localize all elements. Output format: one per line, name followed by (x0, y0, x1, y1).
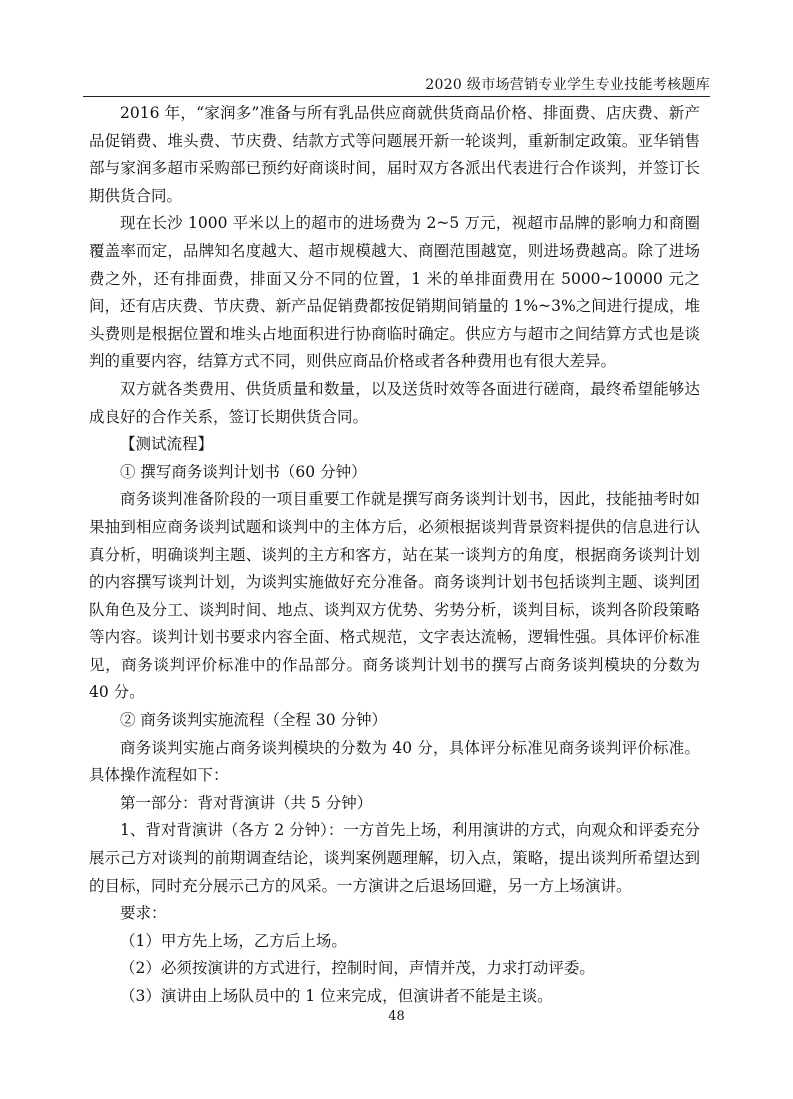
implementation-paragraph: 商务谈判实施占商务谈判模块的分数为 40 分，具体评分标准见商务谈判评价标准。具体操作流程如下： (89, 738, 700, 785)
fee-paragraph: 现在长沙 1000 平米以上的超市的进场费为 2~5 万元，视超市品牌的影响力和商圈覆盖率而定，品牌知名度越大、超市规模越大、商圈范围越宽，则进场费越高。除了进场费之外，还有排面费，排面又分不同的位置，1 米的单排面费用在 5000~10000 元之间，还有店庆费、节庆费、新产品促销费都按促销期间销量的 1%~3%之间进行提成，堆头费则是根据位置和堆头占地面积进行协商临时确定。供应方与超市之间结算方式也是谈判的重要内容，结算方式不同，则供应商品价格或者各种费用也有很大差异。 (89, 214, 700, 371)
plan-writing-paragraph: 商务谈判准备阶段的一项目重要工作就是撰写商务谈判计划书，因此，技能抽考时如果抽到相应商务谈判试题和谈判中的主体方后，必须根据谈判背景资料提供的信息进行认真分析，明确谈判主题、谈判的主方和客方，站在某一谈判方的角度，根据商务谈判计划的内容撰写谈判计划，为谈判实施做好充分准备。商务谈判计划书包括谈判主题、谈判团队角色及分工、谈判时间、地点、谈判双方优势、劣势分析，谈判目标，谈判各阶段策略等内容。谈判计划书要求内容全面、格式规范，文字表达流畅，逻辑性强。具体评价标准见，商务谈判评价标准中的作品部分。商务谈判计划书的撰写占商务谈判模块的分数为 40 分。 (89, 490, 700, 702)
test-process-heading: 【测试流程】 (120, 435, 214, 454)
part-1-heading: 第一部分：背对背演讲（共 5 分钟） (120, 793, 373, 812)
header-divider (83, 96, 710, 97)
document-body (89, 100, 700, 1011)
requirements-label: 要求： (120, 904, 167, 923)
step-2-heading: ② 商务谈判实施流程（全程 30 分钟） (120, 711, 388, 730)
speech-paragraph: 1、背对背演讲（各方 2 分钟）：一方首先上场，利用演讲的方式，向观众和评委充分展示己方对谈判的前期调查结论，谈判案例题理解，切入点，策略，提出谈判所希望达到的目标，同时充分展示己方的风采。一方演讲之后退场回避，另一方上场演讲。 (89, 821, 700, 895)
requirement-item-2: （2）必须按演讲的方式进行，控制时间，声情并茂，力求打动评委。 (120, 959, 595, 978)
background-paragraph: 2016 年，“家润多”准备与所有乳品供应商就供货商品价格、排面费、店庆费、新产品促销费、堆头费、节庆费、结款方式等问题展开新一轮谈判，重新制定政策。亚华销售部与家润多超市采购部已预约好商谈时间，届时双方各派出代表进行合作谈判，并签订长期供货合同。 (89, 104, 700, 205)
requirement-item-1: （1）甲方先上场，乙方后上场。 (120, 931, 347, 950)
negotiation-goal-paragraph: 双方就各类费用、供货质量和数量，以及送货时效等各面进行磋商，最终希望能够达成良好的合作关系，签订长期供货合同。 (89, 379, 700, 426)
running-header: 2020 级市场营销专业学生专业技能考核题库 (425, 77, 710, 93)
requirement-item-3: （3）演讲由上场队员中的 1 位来完成，但演讲者不能是主谈。 (120, 987, 553, 1005)
page-number: 48 (388, 1009, 405, 1024)
step-1-heading: ① 撰写商务谈判计划书（60 分钟） (120, 462, 367, 481)
